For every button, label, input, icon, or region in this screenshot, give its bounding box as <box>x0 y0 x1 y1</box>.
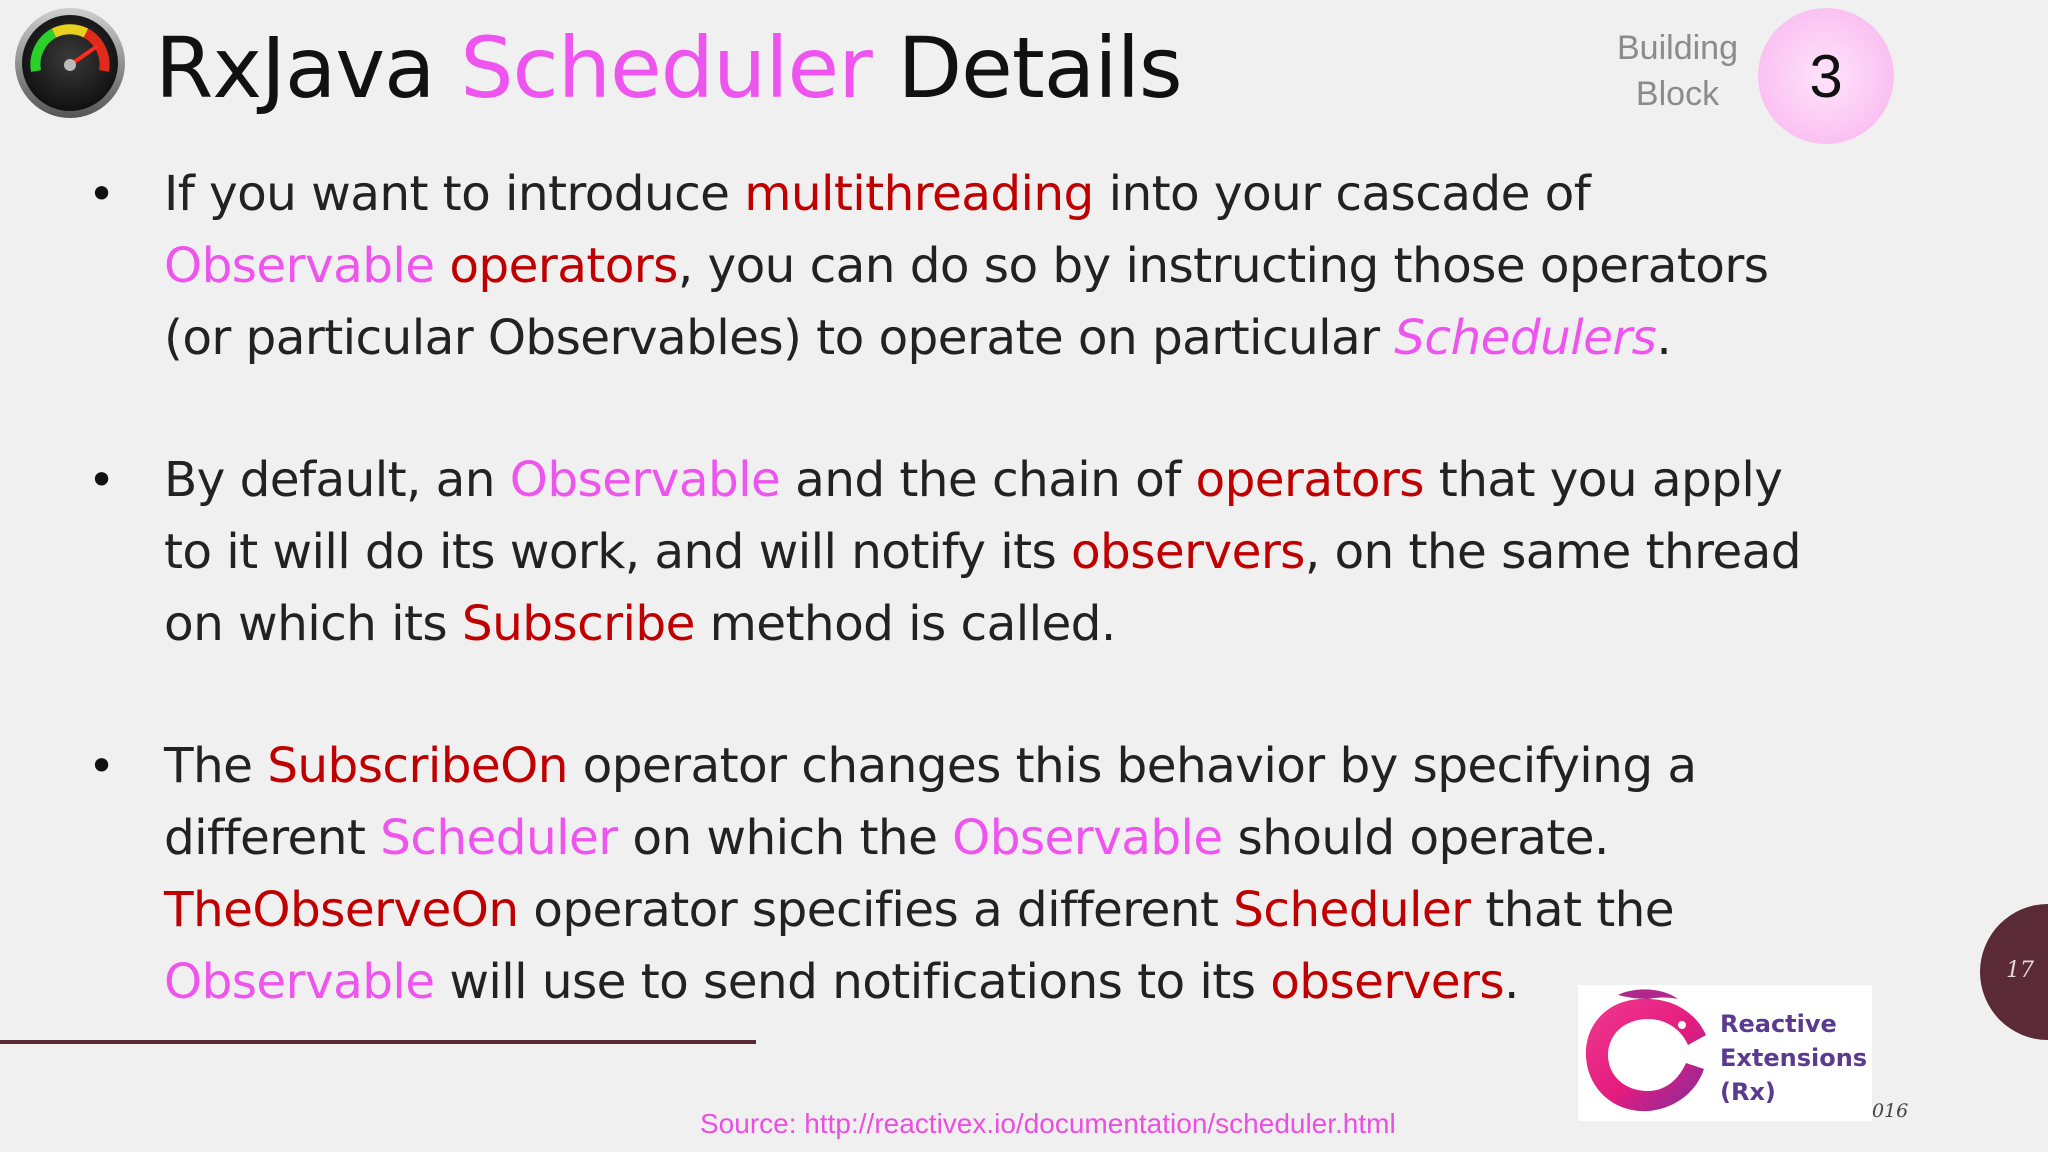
building-block-label <box>1600 25 1755 117</box>
text: If you want to introduce <box>164 166 745 222</box>
bullet-1-line-2 <box>164 230 1880 302</box>
bullet-1-line-3 <box>164 302 1880 374</box>
page-number: 17 <box>2006 958 2034 983</box>
term-observeon: TheObserveOn <box>164 882 519 938</box>
text: operator changes this behavior by specifying a <box>567 738 1697 794</box>
rx-logo-line-1: Reactive <box>1720 1010 1837 1038</box>
text: that the <box>1470 882 1675 938</box>
building-block-number: 3 <box>1758 8 1894 144</box>
divider-line <box>0 1040 756 1044</box>
text: The <box>164 738 268 794</box>
text: operator specifies a different <box>518 882 1234 938</box>
text: , on the same thread <box>1304 524 1801 580</box>
source-link[interactable]: Source: http://reactivex.io/documentation/scheduler.html <box>700 1108 1396 1139</box>
term-subscribe: Subscribe <box>461 596 695 652</box>
bullet-3-line-3 <box>164 874 1880 946</box>
rx-logo-line-2: Extensions <box>1720 1044 1868 1072</box>
text: to it will do its work, and will notify its <box>164 524 1071 580</box>
term-subscribeon: SubscribeOn <box>267 738 568 794</box>
term-observable: Observable <box>164 238 435 294</box>
text: and the chain of <box>780 452 1196 508</box>
term-observable: Observable <box>509 452 781 508</box>
term-operators: operators <box>1195 452 1424 508</box>
rx-logo-line-3: (Rx) <box>1720 1078 1776 1106</box>
rx-eel-icon <box>1578 985 1718 1121</box>
text: on which its <box>164 596 462 652</box>
text: method is called. <box>694 596 1116 652</box>
text: (or particular Observables) to operate on particular <box>164 310 1395 366</box>
bullet-list <box>80 158 1880 1088</box>
text: . <box>1504 954 1519 1010</box>
term-scheduler: Scheduler <box>1233 882 1471 938</box>
title-part-2: Scheduler <box>460 19 872 117</box>
bullet-2-line-3 <box>164 588 1880 660</box>
bullet-1 <box>80 158 1880 374</box>
term-schedulers: Schedulers <box>1394 310 1657 366</box>
rx-logo-text <box>1720 1007 1872 1109</box>
text: , you can do so by instructing those operators <box>677 238 1769 294</box>
corner-number: 016 <box>1872 1100 1909 1122</box>
bullet-3-line-2 <box>164 802 1880 874</box>
text: . <box>1656 310 1672 366</box>
speedometer-icon <box>14 7 126 119</box>
text: on which the <box>617 810 953 866</box>
bullet-2-line-2 <box>164 516 1880 588</box>
building-block-line-2: Block <box>1635 75 1720 113</box>
text: By default, an <box>164 452 510 508</box>
term-observable: Observable <box>952 810 1223 866</box>
title-part-1: RxJava <box>155 19 461 117</box>
bullet-2-line-1 <box>164 444 1880 516</box>
term-observers: observers <box>1270 954 1505 1010</box>
bullet-3 <box>80 730 1880 1018</box>
text: will use to send notifications to its <box>434 954 1271 1010</box>
text: into your cascade of <box>1093 166 1591 222</box>
text: different <box>164 810 381 866</box>
term-operators: operators <box>449 238 678 294</box>
text: that you apply <box>1423 452 1783 508</box>
bullet-3-line-1 <box>164 730 1880 802</box>
text <box>435 238 450 294</box>
page-title <box>155 18 1182 118</box>
bullet-2 <box>80 444 1880 660</box>
bullet-1-line-1 <box>164 158 1880 230</box>
title-part-3: Details <box>871 19 1182 117</box>
term-multithreading: multithreading <box>744 166 1094 222</box>
term-scheduler: Scheduler <box>380 810 618 866</box>
reactivex-logo <box>1578 985 1872 1121</box>
term-observers: observers <box>1070 524 1305 580</box>
text: should operate. <box>1222 810 1609 866</box>
term-observable: Observable <box>164 954 435 1010</box>
building-block-line-1: Building <box>1617 29 1738 67</box>
